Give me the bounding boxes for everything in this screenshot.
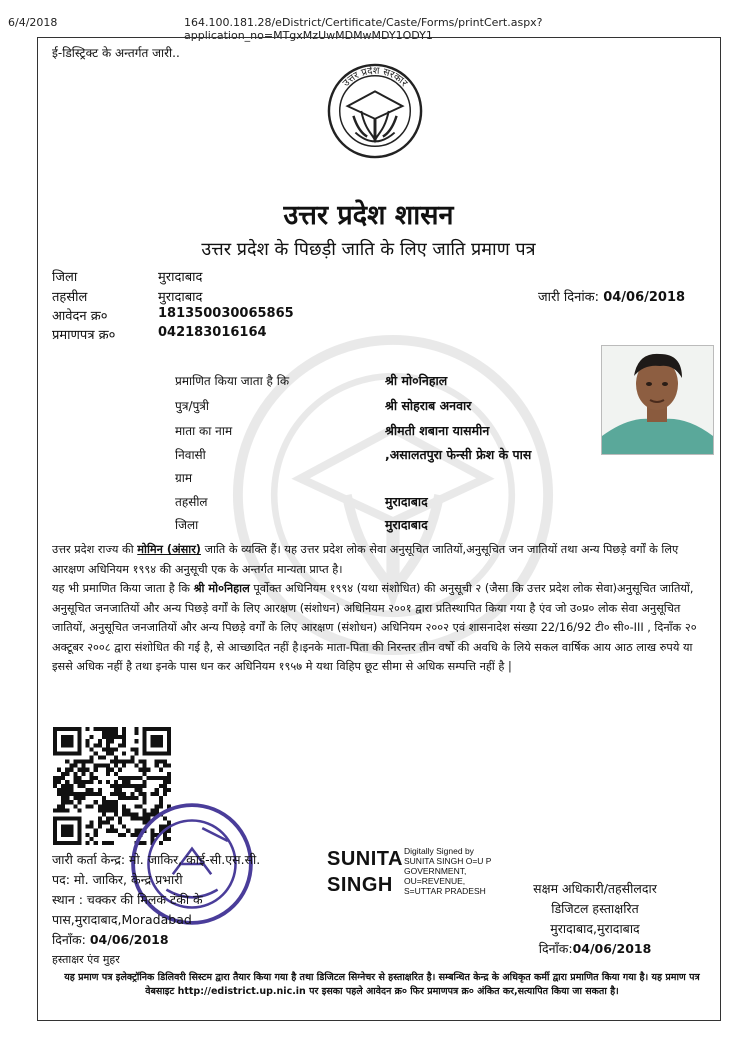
authority-place: मुरादाबाद,मुरादाबाद: [550, 921, 640, 936]
print-url: 164.100.181.28/eDistrict/Certificate/Caste/Forms/printCert.aspx?application_no=MTgxMzUwMDMwMDY1ODY1: [184, 16, 543, 42]
para1-start: उत्तर प्रदेश राज्य की: [52, 543, 138, 556]
sign-line: GOVERNMENT,: [404, 866, 467, 876]
issue-date-label: जारी दिनांक:: [538, 290, 600, 305]
para2-start: यह भी प्रमाणित किया जाता है कि: [52, 582, 194, 595]
detail-value: ,असालतपुरा फेन्सी फ्रेश के पास: [385, 447, 532, 462]
detail-label: माता का नाम: [175, 424, 233, 438]
issuer-post: पद: मो. जाकिर, केन्द्र प्रभारी: [52, 872, 183, 887]
issuer-date-label: दिनाँक:: [52, 932, 86, 947]
issue-date-value: 04/06/2018: [603, 290, 686, 305]
detail-label: जिला: [175, 518, 199, 532]
caste-name: मोमिन (अंसार): [137, 543, 201, 556]
footer-note: यह प्रमाण पत्र इलेक्ट्रॉनिक डिलिवरी सिस्टम द्वारा तैयार किया गया है तथा डिजिटल सिग्नेचर से हस्ताक्षरित है। सम्बन्धित केन्द्र के अधिकृत कर्मी द्वारा प्रमाणित किया गया है। यह प्रमाण पत्र वेबसाइट http://edistrict.up.nic.in पर इसका पहले आवेदन क्र० फिर प्रमाणपत्र क्र० अंकित कर,सत्यापित किया जा सकता है।: [64, 972, 700, 997]
sign-line: Digitally Signed by: [404, 846, 474, 856]
digital-signer-first-name: SUNITA: [327, 848, 403, 870]
page-subtitle: उत्तर प्रदेश के पिछड़ी जाति के लिए जाति प्रमाण पत्र: [201, 239, 536, 260]
sign-line: S=UTTAR PRADESH: [404, 886, 486, 896]
detail-value: श्री सोहराब अनवार: [385, 398, 472, 413]
detail-value: श्रीमती शबाना यासमीन: [385, 423, 490, 438]
detail-label: निवासी: [175, 448, 206, 462]
para1-end: जाति के व्यक्ति हैं। यह उत्तर प्रदेश लोक सेवा अनुसूचित जातियों,अनुसूचित जन जातियों तथा अन्य पिछड़े वर्गों के लिए आरक्षण अधिनियम १९९४ की अनुसूची एक के अन्तर्गत मान्यता प्राप्त है।: [52, 543, 679, 576]
application-number: 181350030065865: [158, 306, 294, 321]
print-date: 6/4/2018: [8, 16, 58, 29]
district-label: जिला: [52, 270, 78, 285]
issuer-place: स्थान : चक्कर की मिलक टंकी के: [52, 892, 203, 907]
authority-date: [480, 940, 710, 957]
caste-paragraph: [52, 540, 712, 579]
authority-digital: डिजिटल हस्ताक्षरित: [551, 901, 639, 916]
issuer-date: [52, 931, 169, 948]
authority-date-value: 04/06/2018: [572, 941, 652, 956]
detail-label: ग्राम: [175, 471, 193, 485]
digital-signature-details: [404, 846, 491, 896]
detail-value: श्री मो०निहाल: [385, 373, 448, 388]
authority-title: सक्षम अधिकारी/तहसीलदार: [533, 881, 657, 896]
tehsil-value: मुरादाबाद: [158, 290, 203, 305]
sign-line: SUNITA SINGH O=U P: [404, 856, 492, 866]
sign-line: OU=REVENUE,: [404, 876, 466, 886]
header-note: ई-डिस्ट्रिक्ट के अन्तर्गत जारी..: [52, 46, 180, 60]
applicant-photo: [601, 345, 714, 455]
applicant-name: श्री मो०निहाल: [193, 582, 250, 595]
up-government-emblem: [326, 62, 424, 160]
certificate-label: प्रमाणपत्र क्र०: [52, 328, 116, 343]
detail-label: पुत्र/पुत्री: [175, 399, 210, 413]
svg-text:उत्तर प्रदेश सरकार: [341, 65, 410, 90]
signature-seal-label: हस्ताक्षर एंव मुहर: [52, 953, 120, 966]
digital-signer-last-name: SINGH: [327, 874, 393, 896]
certificate-number: 042183016164: [158, 325, 267, 340]
detail-value: मुरादाबाद: [385, 494, 428, 509]
issuer-date-value: 04/06/2018: [89, 932, 169, 947]
issue-date: [538, 287, 685, 305]
para2-end: पूर्वोक्त अधिनियम १९९४ (यथा संशोधित) की अनुसूची २ (जैसा कि उत्तर प्रदेश लोक सेवा)अनुसूचित जातियों, अनुसूचित जनजातियों और अन्य पिछड़े वर्गों के लिए आरक्षण (संशोधन) अधिनियम २००१ द्वारा प्रतिस्थापित किया गया है एंव जो उ०प्र० लोक सेवा अनुसूचित जातियों, अनुसूचित जनजातियों और अन्य पिछड़े वर्गों के लिए आरक्षण (संशोधन) अधिनियम २००२ एवं शासनादेश संख्या 22/16/92 टी० सी०-III , दिनाँक २० अक्टूबर २००८ द्वारा संशोधित की गई है, से आच्छादित नहीं है।इनके माता-पिता की निरन्तर तीन वर्षो की अवधि के लिये सकल वार्षिक आय आठ लाख रुपये या इससे अधिक नहीं है तथा इनके पास धन कर अधिनियम १९५७ मे यथा विहिप छूट सीमा से अधिक सम्पत्ति नहीं है |: [52, 582, 697, 673]
tehsil-label: तहसील: [52, 290, 88, 305]
detail-value: मुरादाबाद: [385, 517, 428, 532]
district-value: मुरादाबाद: [158, 270, 203, 285]
detail-label: प्रमाणित किया जाता है कि: [175, 374, 290, 388]
application-label: आवेदन क्र०: [52, 309, 108, 324]
page-title: उत्तर प्रदेश शासन: [283, 200, 454, 231]
issuer-place-2: पास,मुरादाबाद,Moradabad: [52, 912, 192, 927]
emblem-text: उत्तर प्रदेश सरकार: [340, 65, 410, 89]
detail-label: तहसील: [175, 495, 208, 509]
authority-date-label: दिनाँक:: [538, 941, 573, 956]
certification-paragraph: [52, 579, 712, 677]
certificate-body: [52, 540, 712, 677]
issuing-center: जारी कर्ता केन्द्र: मो. जाकिर, काई-सी.एस.सी.: [52, 852, 261, 867]
